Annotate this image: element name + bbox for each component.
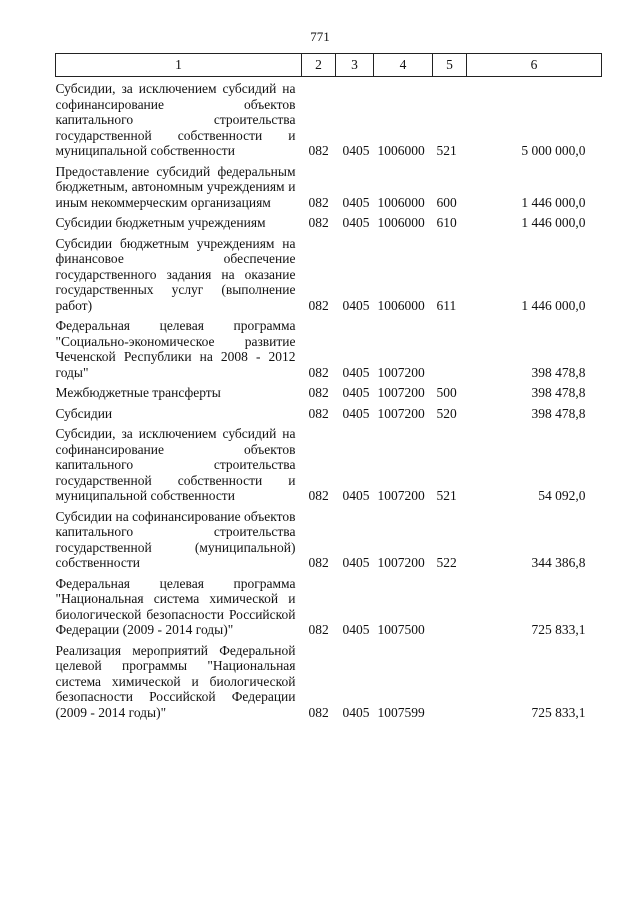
row-col-4: 1007200 [377,364,425,380]
table-row [56,210,602,231]
row-amount: 398 478,8 [531,364,586,380]
row-name: Федеральная целевая программа "Социально-экономическое развитие Чеченской Республики на 2008 - 2012 годы" [55,318,296,380]
table-row [56,159,602,211]
header-row [56,54,602,77]
row-col-3: 0405 [342,385,370,400]
row-col-3: 0405 [342,194,370,210]
header-col-3: 3 [336,54,374,77]
row-col-5: 500 [436,385,457,400]
budget-table [55,53,602,720]
header-col-2: 2 [302,54,336,77]
row-name: Субсидии бюджетным учреждениям [55,215,266,230]
table-row [56,571,602,638]
row-col-3: 0405 [342,297,370,313]
row-col-5: 610 [436,215,457,230]
row-amount: 725 833,1 [531,704,586,720]
row-col-5: 521 [436,143,457,158]
row-col-2: 082 [308,215,329,230]
row-col-2: 082 [308,488,329,503]
header-col-1: 1 [56,54,302,77]
row-col-5: 522 [436,555,457,570]
row-col-2: 082 [308,704,329,720]
row-col-5: 600 [436,194,457,210]
header-col-6: 6 [467,54,602,77]
row-col-5 [433,638,467,721]
row-amount: 1 446 000,0 [521,215,586,230]
table-header [56,54,602,77]
row-col-3: 0405 [342,488,370,503]
row-col-4: 1007200 [377,488,425,503]
table-row [56,421,602,504]
row-amount: 54 092,0 [538,488,586,503]
row-name: Субсидии, за исключением субсидий на софинансирование объектов капитального строительства государственной собственности и муниципальной собственности [55,426,296,503]
row-name: Федеральная целевая программа "Национальная система химической и биологической безопасности Российской Федерации (2009 - 2014 годы)" [55,575,296,637]
header-col-5: 5 [433,54,467,77]
table-body [56,77,602,721]
row-col-3: 0405 [342,622,370,637]
row-col-4: 1006000 [377,297,425,313]
row-name: Предоставление субсидий федеральным бюджетным, автономным учреждениям и иным некоммерческим организациям [55,163,296,210]
row-col-2: 082 [308,622,329,637]
row-col-5: 611 [436,297,457,313]
row-col-3: 0405 [342,555,370,570]
row-col-4: 1007500 [377,622,425,637]
row-col-3: 0405 [342,704,370,720]
row-name: Субсидии [55,405,113,421]
row-amount: 344 386,8 [531,555,586,570]
row-name: Межбюджетные трансферты [55,385,221,400]
row-col-4: 1007599 [377,704,425,720]
table-row [56,313,602,380]
row-amount: 725 833,1 [531,622,586,637]
table-row [56,231,602,314]
row-name: Субсидии на софинансирование объектов капитального строительства государственной (муниципальной) собственности [55,508,296,570]
row-name: Реализация мероприятий Федеральной целевой программы "Национальная система химической и биологической безопасности Российской Федерации (2009 - 2014 годы)" [55,642,296,720]
row-col-5 [433,571,467,638]
row-col-4: 1006000 [377,215,425,230]
row-col-3: 0405 [342,143,370,158]
row-amount: 1 446 000,0 [521,194,586,210]
table-row [56,401,602,422]
row-name: Субсидии, за исключением субсидий на софинансирование объектов капитального строительства государственной собственности и муниципальной собственности [55,81,296,158]
row-col-4: 1007200 [377,385,425,400]
row-col-2: 082 [308,555,329,570]
row-col-5: 521 [436,488,457,503]
row-amount: 1 446 000,0 [521,297,586,313]
row-col-4: 1006000 [377,194,425,210]
row-col-3: 0405 [342,364,370,380]
table-row [56,380,602,401]
row-col-2: 082 [308,385,329,400]
row-col-3: 0405 [342,215,370,230]
row-amount: 398 478,8 [531,385,586,400]
table-row [56,638,602,721]
table-row [56,77,602,159]
row-col-5 [433,313,467,380]
row-col-2: 082 [308,364,329,380]
row-col-2: 082 [308,405,329,421]
row-col-4: 1006000 [377,143,425,158]
row-col-2: 082 [308,297,329,313]
header-col-4: 4 [374,54,433,77]
row-amount: 5 000 000,0 [521,143,586,158]
row-amount: 398 478,8 [531,405,586,421]
row-name: Субсидии бюджетным учреждениям на финансовое обеспечение государственного задания на оказание государственных услуг (выполнение работ) [55,235,296,313]
row-col-4: 1007200 [377,555,425,570]
row-col-2: 082 [308,143,329,158]
row-col-3: 0405 [342,405,370,421]
row-col-4: 1007200 [377,405,425,421]
row-col-5: 520 [436,405,457,421]
table-row [56,504,602,571]
row-col-2: 082 [308,194,329,210]
page-number: 771 [310,29,330,44]
